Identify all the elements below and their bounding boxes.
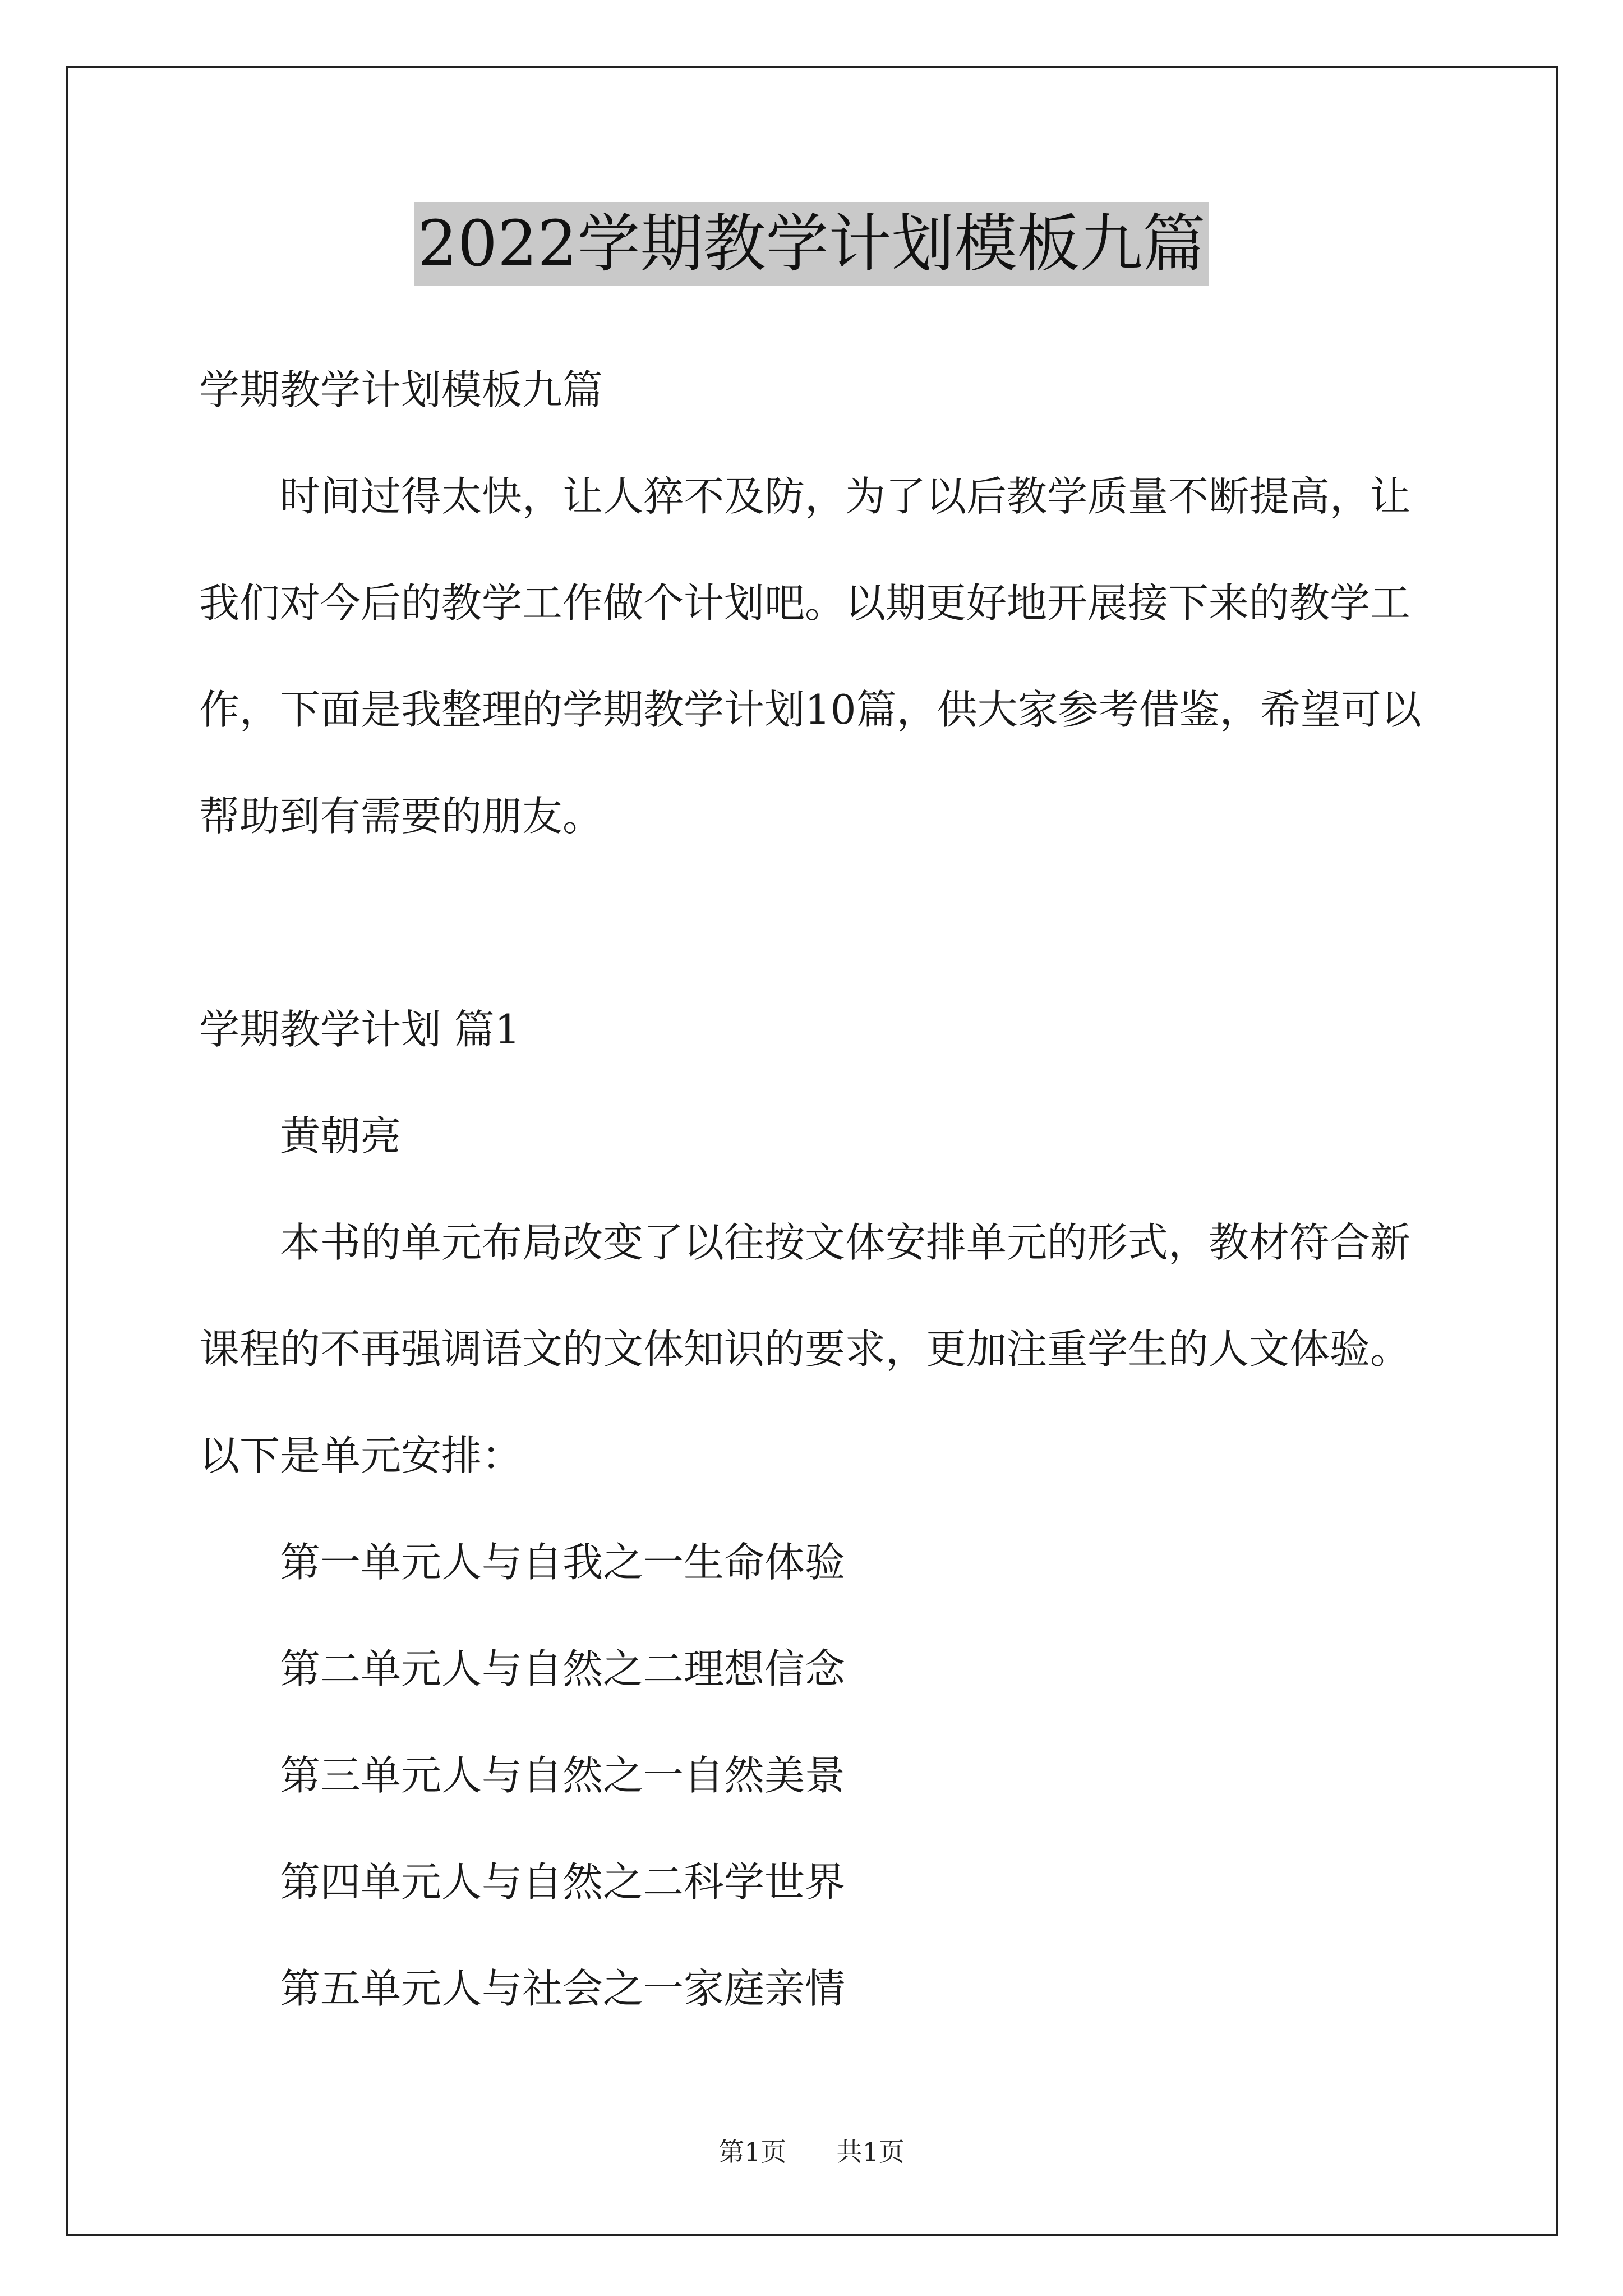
author-name: 黄朝亮 (280, 1112, 402, 1159)
document-title: 2022学期教学计划模板九篇 (414, 202, 1209, 286)
unit-item-1: 第一单元人与自我之一生命体验 (280, 1539, 846, 1586)
page-number-current: 第1页 (718, 2137, 787, 2167)
page-number-total: 共1页 (836, 2137, 905, 2167)
intro-paragraph: 时间过得太快，让人猝不及防，为了以后教学质量不断提高，让我们对今后的教学工作做个计划吧。以期更好地开展接下来的教学工作，下面是我整理的学期教学计划10篇，供大家参考借鉴，希望可以帮助到有需要的朋友。 (199, 473, 1422, 840)
title-container (0, 202, 1623, 286)
unit-item-5: 第五单元人与社会之一家庭亲情 (280, 1965, 846, 2012)
document-subtitle: 学期教学计划模板九篇 (199, 366, 603, 413)
unit-item-2: 第二单元人与自然之二理想信念 (280, 1645, 846, 1692)
spacer (199, 869, 1433, 976)
document-body (199, 337, 1433, 2042)
section-heading: 学期教学计划 篇1 (199, 1006, 520, 1053)
unit-item-4: 第四单元人与自然之二科学世界 (280, 1858, 846, 1906)
unit-item-3: 第三单元人与自然之一自然美景 (280, 1752, 846, 1799)
page-footer (0, 2132, 1623, 2169)
body-paragraph: 本书的单元布局改变了以往按文体安排单元的形式，教材符合新课程的不再强调语文的文体知识的要求，更加注重学生的人文体验。以下是单元安排： (199, 1219, 1411, 1479)
